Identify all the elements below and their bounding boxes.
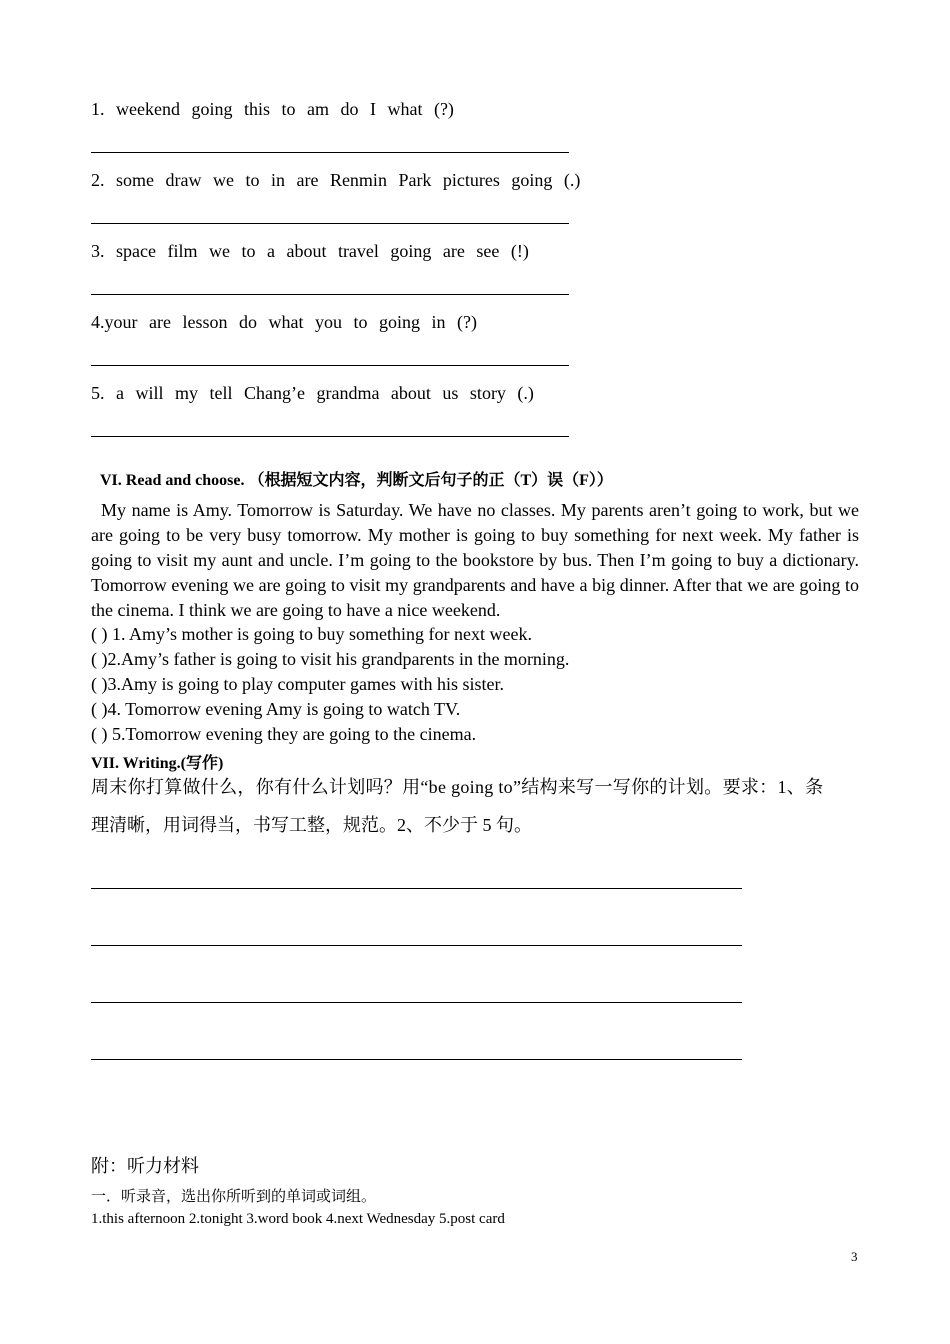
writing-line-2 bbox=[91, 945, 742, 946]
reading-passage: My name is Amy. Tomorrow is Saturday. We have no classes. My parents aren’t going to work, but we are going to be very busy tomorrow. My mother is going to buy something for next week. My father is going to visit my aunt and uncle. I’m going to the bookstore by bus. Then I’m going to buy a dictionary. Tomorrow evening we are going to visit my grandparents and have a big dinner. After that we are going to the cinema. I think we are going to have a nice weekend. bbox=[91, 500, 859, 620]
question-3: 3. space film we to a about travel going are see (!) bbox=[91, 241, 529, 261]
tf-item-1: ( ) 1. Amy’s mother is going to buy something for next week. bbox=[91, 624, 532, 644]
page-number: 3 bbox=[851, 1249, 858, 1264]
appendix-part-1: 一．听录音，选出你所听到的单词或词组。 bbox=[91, 1189, 377, 1205]
writing-prompt-line-2: 理清晰，用词得当，书写工整，规范。2、不少于 5 句。 bbox=[91, 815, 532, 835]
section-6-heading: VI. Read and choose. （根据短文内容，判断文后句子的正（T）误（F）） bbox=[100, 472, 613, 489]
tf-item-5: ( ) 5.Tomorrow evening they are going to the cinema. bbox=[91, 724, 477, 744]
question-5: 5. a will my tell Chang’e grandma about us story (.) bbox=[91, 383, 534, 403]
question-2: 2. some draw we to in are Renmin Park pictures going (.) bbox=[91, 170, 581, 190]
section-7-heading: VII. Writing.(写作) bbox=[91, 755, 224, 772]
tf-item-2: ( )2.Amy’s father is going to visit his grandparents in the morning. bbox=[91, 649, 570, 669]
appendix-answers: 1.this afternoon 2.tonight 3.word book 4.next Wednesday 5.post card bbox=[91, 1211, 505, 1227]
question-1: 1. weekend going this to am do I what (?) bbox=[91, 99, 454, 119]
answer-line-1 bbox=[91, 152, 569, 153]
writing-line-3 bbox=[91, 1002, 742, 1003]
answer-line-4 bbox=[91, 365, 569, 366]
appendix-title: 附：听力材料 bbox=[91, 1156, 199, 1176]
answer-line-2 bbox=[91, 223, 569, 224]
writing-line-4 bbox=[91, 1059, 742, 1060]
answer-line-3 bbox=[91, 294, 569, 295]
tf-item-4: ( )4. Tomorrow evening Amy is going to watch TV. bbox=[91, 699, 461, 719]
tf-item-3: ( )3.Amy is going to play computer games with his sister. bbox=[91, 674, 504, 694]
writing-line-1 bbox=[91, 888, 742, 889]
answer-line-5 bbox=[91, 436, 569, 437]
writing-prompt-line-1: 周末你打算做什么，你有什么计划吗？用“be going to”结构来写一写你的计划。要求：1、条 bbox=[91, 777, 824, 797]
question-4: 4.your are lesson do what you to going in (?) bbox=[91, 312, 477, 332]
